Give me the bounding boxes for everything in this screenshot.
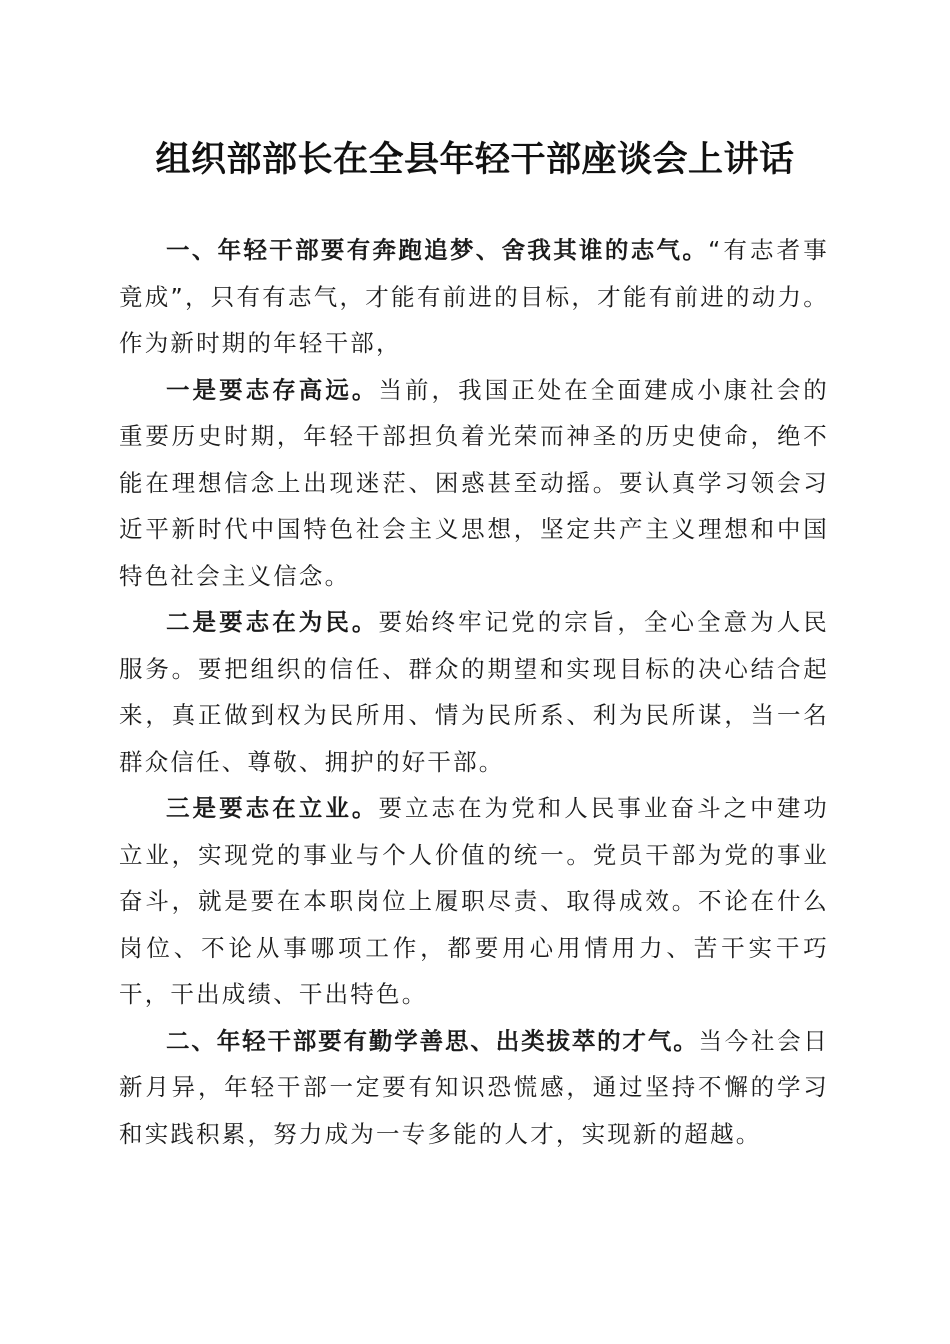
paragraph-text: 要始终牢记党的宗旨，全心全意为人民服务。要把组织的信任、群众的期望和实现目标的决心结合起来，真正做到权为民所用、情为民所系、利为民所谋，当一名群众信任、尊敬、拥护的好干部。 bbox=[119, 608, 829, 776]
paragraph-text: 要立志在为党和人民事业奋斗之中建功立业，实现党的事业与个人价值的统一。党员干部为党的事业奋斗，就是要在本职岗位上履职尽责、取得成效。不论在什么岗位、不论从事哪项工作，都要用心用情用力、苦干实干巧干，干出成绩、干出特色。 bbox=[119, 794, 829, 1008]
paragraph-text: 当今社会日新月异，年轻干部一定要有知识恐慌感，通过坚持不懈的学习和实践积累，努力成为一专多能的人才，实现新的超越。 bbox=[119, 1026, 829, 1148]
document-title: 组织部部长在全县年轻干部座谈会上讲话 bbox=[155, 139, 795, 180]
paragraph-lead: 一、年轻干部要有奔跑追梦、舍我其谁的志气。 bbox=[166, 236, 709, 264]
paragraph-text: 当前，我国正处在全面建成小康社会的重要历史时期，年轻干部担负着光荣而神圣的历史使命，绝不能在理想信念上出现迷茫、困惑甚至动摇。要认真学习领会习近平新时代中国特色社会主义思想，坚定共产主义理想和中国特色社会主义信念。 bbox=[119, 375, 829, 590]
document-body bbox=[119, 227, 829, 1157]
paragraph-point-two bbox=[119, 599, 829, 785]
paragraph-point-three bbox=[119, 785, 829, 1018]
paragraph-point-one bbox=[119, 367, 829, 600]
paragraph-text: “有志者事竟成”，只有有志气，才能有前进的目标，才能有前进的动力。作为新时期的年轻干部， bbox=[119, 236, 829, 357]
paragraph-lead: 三是要志在立业。 bbox=[166, 794, 379, 822]
paragraph-lead: 二是要志在为民。 bbox=[166, 608, 379, 636]
paragraph-section-two bbox=[119, 1018, 829, 1158]
paragraph-lead: 二、年轻干部要有勤学善思、出类拔萃的才气。 bbox=[166, 1026, 699, 1055]
paragraph-lead: 一是要志存高远。 bbox=[166, 375, 379, 404]
paragraph-section-one bbox=[119, 227, 829, 367]
